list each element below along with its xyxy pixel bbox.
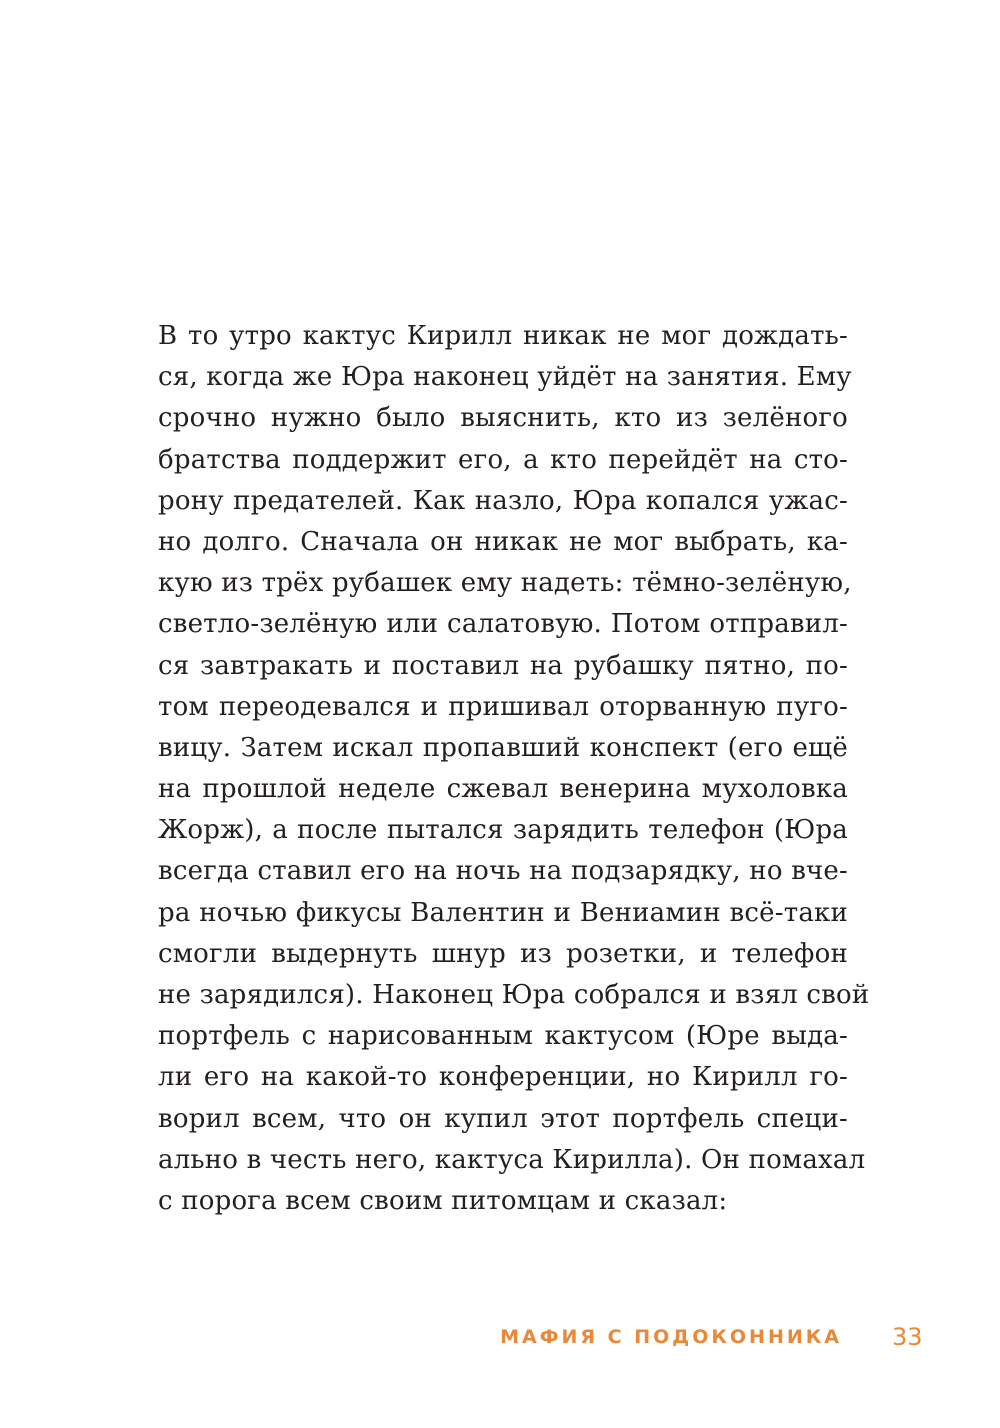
text-line: вицу. Затем искал пропавший конспект (его ещё [158, 732, 848, 763]
text-line: срочно нужно было выяснить, кто из зелёного [158, 403, 848, 434]
text-line: смогли выдернуть шнур из розетки, и телефон [158, 938, 848, 969]
text-line: портфель с нарисованным кактусом (Юре выда- [158, 1021, 848, 1052]
text-line: ворил всем, что он купил этот портфель специ- [158, 1103, 848, 1134]
text-line: ально в честь него, кактуса Кирилла). Он помахал [158, 1144, 866, 1175]
text-line: ли его на какой-то конференции, но Кирилл го- [158, 1062, 848, 1093]
text-line: Жорж), а после пытался зарядить телефон (Юра [158, 815, 848, 846]
text-line: но долго. Сначала он никак не мог выбрать, ка- [158, 526, 848, 557]
running-title: МАФИЯ С ПОДОКОННИКА [500, 1326, 842, 1348]
page-number: 33 [892, 1323, 923, 1351]
text-line: не зарядился). Наконец Юра собрался и взял свой [158, 980, 870, 1010]
text-line: с порога всем своим питомцам и сказал: [158, 1185, 728, 1216]
text-line: кую из трёх рубашек ему надеть: тёмно-зелёную, [158, 568, 852, 599]
text-line: братства поддержит его, а кто перейдёт на сто- [158, 444, 848, 475]
text-line: ся, когда же Юра наконец уйдёт на занятия. Ему [158, 362, 852, 393]
body-text [158, 316, 870, 1222]
text-line: светло-зелёную или салатовую. Потом отправил- [158, 609, 848, 640]
text-line: всегда ставил его на ночь на подзарядку, но вче- [158, 856, 848, 887]
text-line: рону предателей. Как назло, Юра копался ужас- [158, 485, 848, 516]
text-line: ра ночью фикусы Валентин и Вениамин всё-таки [158, 897, 848, 928]
text-line: ся завтракать и поставил на рубашку пятно, по- [158, 650, 848, 681]
text-line: том переодевался и пришивал оторванную пуго- [158, 691, 848, 722]
text-line: на прошлой неделе сжевал венерина мухоловка [158, 774, 848, 805]
text-line: В то утро кактус Кирилл никак не мог дождать- [158, 321, 848, 351]
page-footer [0, 1322, 1000, 1352]
